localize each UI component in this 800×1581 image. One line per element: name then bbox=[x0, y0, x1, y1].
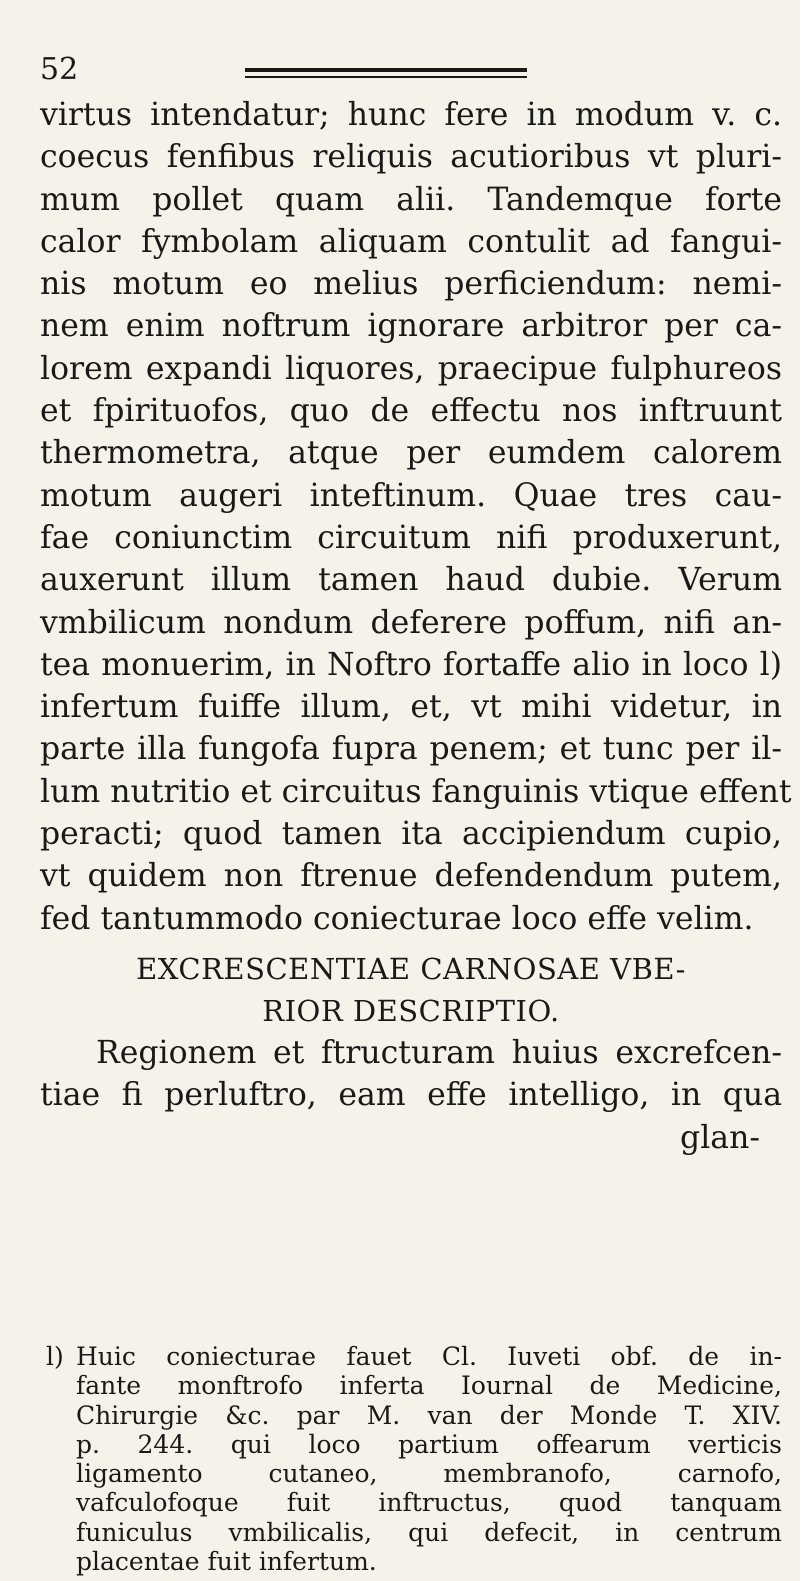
section-heading-line-2: RIOR DESCRIPTIO. bbox=[262, 993, 560, 1028]
text-line: thermometra, atque per eumdem calorem bbox=[40, 435, 782, 472]
text-line: nis motum eo melius perficiendum: nemi- bbox=[40, 266, 782, 303]
text-line: Regionem et ftructuram huius excrefcen- bbox=[96, 1034, 782, 1071]
text-line: infertum fuiffe illum, et, vt mihi videtur, in bbox=[40, 689, 782, 726]
footnote-line: vafculofoque fuit inftructus, quod tanquam bbox=[76, 1488, 782, 1518]
text-line: et fpirituofos, quo de effectu nos inftruunt bbox=[40, 393, 782, 430]
text-line: fae coniunctim circuitum nifi produxerunt, bbox=[40, 519, 782, 556]
footnote-line: p. 244. qui loco partium offearum verticis bbox=[76, 1429, 782, 1459]
text-line: peracti; quod tamen ita accipiendum cupio, bbox=[40, 816, 782, 853]
footnote-line: Chirurgie &c. par M. van der Monde T. XIV. bbox=[76, 1400, 782, 1430]
section-heading-line-1: EXCRESCENTIAE CARNOSAE VBE- bbox=[136, 951, 686, 986]
header-rule-thick bbox=[245, 68, 527, 72]
header-rule bbox=[245, 68, 527, 82]
text-line: lum nutritio et circuitus fanguinis vtique effent bbox=[40, 773, 792, 810]
text-line: tea monuerim, in Noftro fortaffe alio in loco l) bbox=[40, 646, 782, 683]
catchword: glan- bbox=[680, 1119, 760, 1156]
main-text bbox=[40, 94, 792, 1159]
text-line: fed tantummodo coniecturae loco effe velim. bbox=[40, 900, 754, 937]
text-line: motum augeri inteftinum. Quae tres cau- bbox=[40, 477, 782, 514]
footnote-mark: l) bbox=[46, 1342, 64, 1371]
text-line: mum pollet quam alii. Tandemque forte bbox=[40, 181, 782, 218]
footnote-text: Huic coniecturae fauet Cl. Iuveti obf. de in- bbox=[76, 1342, 782, 1371]
footnote-line bbox=[40, 1342, 782, 1371]
footnote-line: funiculus vmbilicalis, qui defecit, in centrum bbox=[76, 1517, 782, 1547]
page-number: 52 bbox=[40, 52, 79, 87]
text-line: coecus fenfibus reliquis acutioribus vt pluri- bbox=[40, 139, 782, 176]
text-line: nem enim noftrum ignorare arbitror per ca- bbox=[40, 308, 782, 345]
footnote-line: placentae fuit infertum. bbox=[76, 1547, 377, 1577]
footnote-line: fante monftrofo inferta Iournal de Medicine, bbox=[76, 1371, 782, 1401]
text-line: calor fymbolam aliquam contulit ad fangui- bbox=[40, 223, 782, 260]
text-line: virtus intendatur; hunc fere in modum v. c. bbox=[40, 97, 782, 133]
text-line: vt quidem non ftrenue defendendum putem, bbox=[40, 858, 782, 895]
text-line: auxerunt illum tamen haud dubie. Verum bbox=[40, 562, 782, 599]
text-line: parte illa fungofa fupra penem; et tunc per il- bbox=[40, 731, 782, 768]
footnote-line: ligamento cutaneo, membranofo, carnofo, bbox=[76, 1459, 782, 1489]
footnote bbox=[40, 1342, 782, 1576]
text-line: lorem expandi liquores, praecipue fulphureos bbox=[40, 350, 782, 387]
header-rule-thin bbox=[245, 76, 527, 78]
text-line: vmbilicum nondum deferere poffum, nifi an- bbox=[40, 604, 782, 641]
text-line: tiae fi perluftro, eam effe intelligo, in qua bbox=[40, 1077, 782, 1114]
